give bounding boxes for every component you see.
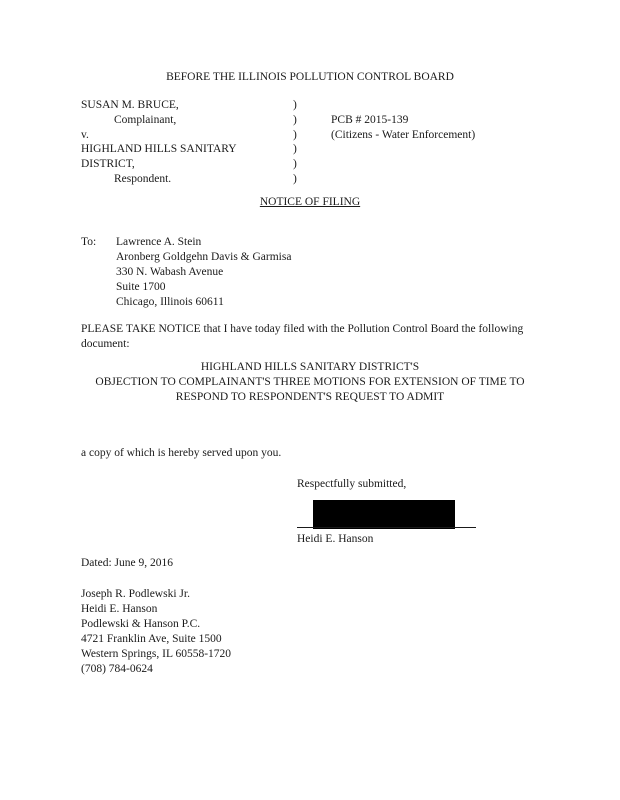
document-title-line2: OBJECTION TO COMPLAINANT'S THREE MOTIONS FOR EXTENSION OF TIME TO [95, 376, 525, 388]
to-label: To: [81, 236, 97, 248]
versus-label: v. [81, 129, 89, 141]
signature-line [297, 527, 476, 528]
paren: ) [293, 113, 297, 126]
firm-line: 4721 Franklin Ave, Suite 1500 [81, 633, 222, 645]
firm-line: Heidi E. Hanson [81, 603, 158, 615]
firm-line: (708) 784-0624 [81, 663, 153, 675]
paren: ) [293, 158, 297, 171]
case-number: PCB # 2015-139 [331, 114, 409, 126]
caption-parentheses [293, 98, 297, 187]
closing: Respectfully submitted, [297, 478, 407, 490]
signer-name: Heidi E. Hanson [297, 533, 374, 545]
paren: ) [293, 99, 297, 111]
recipient-line: Chicago, Illinois 60611 [116, 296, 224, 308]
redacted-signature [313, 500, 455, 529]
firm-line: Joseph R. Podlewski Jr. [81, 588, 190, 600]
notice-paragraph-line1: PLEASE TAKE NOTICE that I have today filed with the Pollution Control Board the following [81, 323, 524, 335]
paren: ) [293, 172, 297, 185]
complainant-name: SUSAN M. BRUCE, [81, 99, 179, 111]
recipient-line: Aronberg Goldgehn Davis & Garmisa [116, 251, 292, 263]
firm-line: Podlewski & Hanson P.C. [81, 618, 201, 630]
case-type: (Citizens - Water Enforcement) [331, 129, 476, 141]
served-statement: a copy of which is hereby served upon you. [81, 447, 282, 459]
complainant-role: Complainant, [114, 114, 177, 126]
recipient-line: Lawrence A. Stein [116, 236, 202, 248]
paren: ) [293, 143, 297, 156]
respondent-name-line2: DISTRICT, [81, 158, 135, 170]
respondent-name-line1: HIGHLAND HILLS SANITARY [81, 143, 237, 155]
paren: ) [293, 128, 297, 141]
court-heading: BEFORE THE ILLINOIS POLLUTION CONTROL BOARD [166, 71, 454, 83]
date-line: Dated: June 9, 2016 [81, 557, 173, 569]
notice-title: NOTICE OF FILING [259, 196, 361, 208]
firm-line: Western Springs, IL 60558-1720 [81, 648, 232, 660]
respondent-role: Respondent. [114, 173, 172, 185]
recipient-line: Suite 1700 [116, 281, 166, 293]
notice-paragraph-line2: document: [81, 338, 130, 350]
recipient-line: 330 N. Wabash Avenue [116, 266, 224, 278]
document-title-line3: RESPOND TO RESPONDENT'S REQUEST TO ADMIT [175, 391, 445, 403]
document-title-line1: HIGHLAND HILLS SANITARY DISTRICT'S [200, 361, 420, 373]
